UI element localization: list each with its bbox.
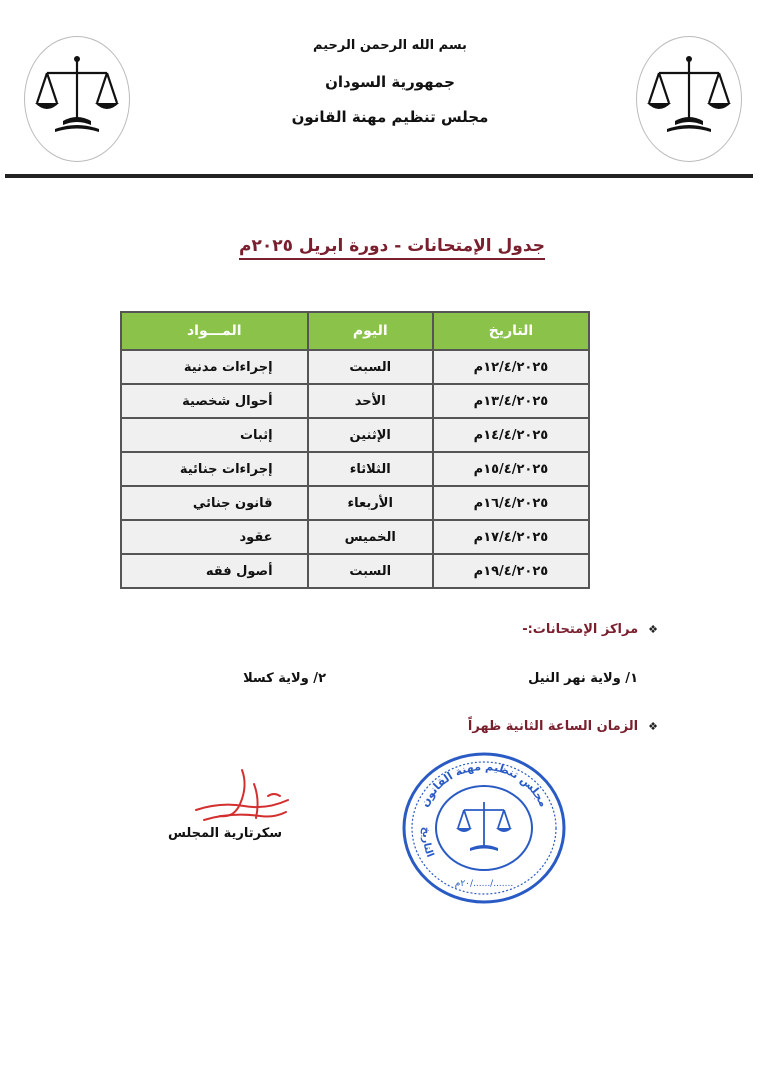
cell-day: الإثنين <box>308 418 433 452</box>
table-row <box>121 554 589 588</box>
cell-day: السبت <box>308 554 433 588</box>
cell-day: الثلاثاء <box>308 452 433 486</box>
exam-schedule-table <box>120 311 590 589</box>
exam-time-note-text: الزمان الساعة الثانية ظهراً <box>467 719 639 734</box>
header-subject: المـــواد <box>121 312 308 350</box>
diamond-bullet-icon: ❖ <box>648 623 658 636</box>
table-row <box>121 350 589 384</box>
cell-subject: إثبات <box>121 418 308 452</box>
stamp-top-text: مجلس تنظيم مهنة القانون <box>417 759 551 810</box>
table-row <box>121 520 589 554</box>
table-header-row <box>121 312 589 350</box>
handwritten-signature <box>190 766 300 830</box>
council-logo-right <box>636 36 742 162</box>
cell-day: الأربعاء <box>308 486 433 520</box>
cell-date: ١٥/٤/٢٠٢٥م <box>433 452 589 486</box>
cell-date: ١٦/٤/٢٠٢٥م <box>433 486 589 520</box>
table-row <box>121 418 589 452</box>
cell-subject: أحوال شخصية <box>121 384 308 418</box>
cell-date: ١٧/٤/٢٠٢٥م <box>433 520 589 554</box>
cell-subject: إجراءات مدنية <box>121 350 308 384</box>
svg-text:التاريخ <box>420 827 435 860</box>
exam-centers-heading-text: مراكز الإمتحانات:- <box>522 622 639 637</box>
republic-name: جمهورية السودان <box>325 73 455 91</box>
signature-caption: سكرتارية المجلس <box>168 826 283 841</box>
cell-day: الأحد <box>308 384 433 418</box>
council-name: مجلس تنظيم مهنة القانون <box>291 108 489 126</box>
letterhead <box>190 38 590 126</box>
header-divider <box>5 174 753 178</box>
header-date: التاريخ <box>433 312 589 350</box>
cell-date: ١٢/٤/٢٠٢٥م <box>433 350 589 384</box>
cell-day: السبت <box>308 350 433 384</box>
official-stamp <box>400 748 568 906</box>
cell-date: ١٩/٤/٢٠٢٥م <box>433 554 589 588</box>
stamp-date-text: ......./....../٢٠م <box>454 879 514 889</box>
scales-of-justice-icon <box>637 37 741 161</box>
exam-center-item: ٢/ ولاية كسلا <box>243 671 326 686</box>
cell-date: ١٣/٤/٢٠٢٥م <box>433 384 589 418</box>
scales-of-justice-icon <box>25 37 129 161</box>
cell-day: الخميس <box>308 520 433 554</box>
exam-center-item: ١/ ولاية نهر النيل <box>528 671 638 686</box>
basmala: بسم الله الرحمن الرحيم <box>313 38 467 53</box>
document-title-text: جدول الإمتحانات - دورة ابريل ٢٠٢٥م <box>239 236 545 260</box>
cell-subject: عقود <box>121 520 308 554</box>
exam-time-note <box>468 719 658 734</box>
cell-subject: إجراءات جنائية <box>121 452 308 486</box>
diamond-bullet-icon: ❖ <box>648 720 658 733</box>
table-row <box>121 452 589 486</box>
stamp-side-text: التاريخ <box>419 826 436 860</box>
document-title <box>0 236 784 256</box>
table-row <box>121 384 589 418</box>
table-row <box>121 486 589 520</box>
header-day: اليوم <box>308 312 433 350</box>
council-logo-left <box>24 36 130 162</box>
cell-date: ١٤/٤/٢٠٢٥م <box>433 418 589 452</box>
cell-subject: قانون جنائي <box>121 486 308 520</box>
cell-subject: أصول فقه <box>121 554 308 588</box>
exam-centers-heading <box>522 622 658 637</box>
